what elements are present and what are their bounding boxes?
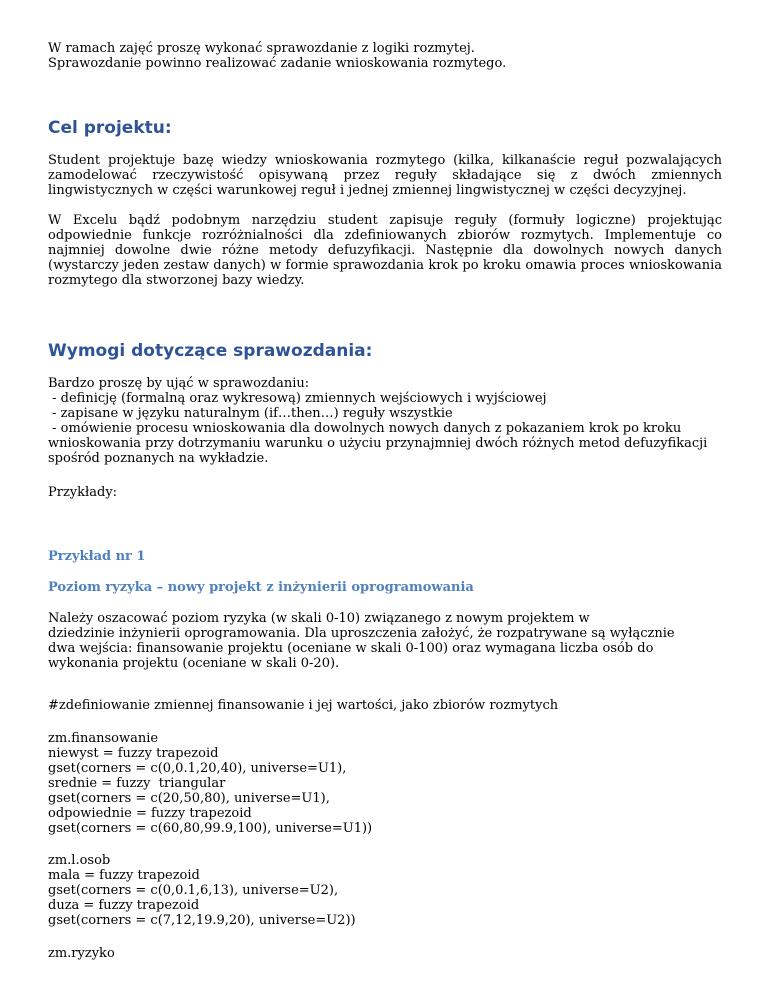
wymogi-line: spośród poznanych na wykładzie. [48, 451, 269, 466]
code-line: gset(corners = c(60,80,99.9,100), universe=U1)) [48, 821, 373, 836]
description-line: dwa wejścia: finansowanie projektu (oceniane w skali 0-100) oraz wymagana liczba osób do [48, 641, 654, 656]
code-comment: #zdefiniowanie zmiennej finansowanie i jej wartości, jako zbiorów rozmytych [48, 698, 559, 713]
code-line: zm.l.osob [48, 853, 111, 868]
heading-wymogi: Wymogi dotyczące sprawozdania: [48, 341, 373, 361]
wymogi-line: - omówienie procesu wnioskowania dla dowolnych nowych danych z pokazaniem krok po kroku [48, 421, 682, 436]
code-line: gset(corners = c(7,12,19.9,20), universe=U2)) [48, 913, 356, 928]
code-line: niewyst = fuzzy trapezoid [48, 746, 219, 761]
intro-line: W ramach zajęć proszę wykonać sprawozdanie z logiki rozmytej. [48, 41, 475, 56]
intro-line: Sprawozdanie powinno realizować zadanie wnioskowania rozmytego. [48, 56, 507, 71]
cel-paragraph-1: Student projektuje bazę wiedzy wnioskowania rozmytego (kilka, kilkanaście reguł pozwalających zamodelować rzeczywistość opisywaną przez reguły składające się z dwóch zmiennych lingwistycznych w części warunkowej reguł i jednej zmiennej lingwistycznej w części decyzyjnej. [48, 153, 722, 198]
description-line: Należy oszacować poziom ryzyka (w skali 0-10) związanego z nowym projektem w [48, 611, 590, 626]
code-line: odpowiednie = fuzzy trapezoid [48, 806, 252, 821]
code-finansowanie [48, 731, 722, 836]
wymogi-line: - definicję (formalną oraz wykresową) zmiennych wejściowych i wyjściowej [48, 391, 547, 406]
code-line: gset(corners = c(0,0.1,6,13), universe=U2), [48, 883, 339, 898]
code-line: gset(corners = c(0,0.1,20,40), universe=U1), [48, 761, 347, 776]
przyklad-description [48, 611, 722, 671]
heading-przyklad-1: Przykład nr 1 [48, 549, 146, 564]
code-line: mala = fuzzy trapezoid [48, 868, 200, 883]
code-line: zm.finansowanie [48, 731, 159, 746]
cel-paragraph-2: W Excelu bądź podobnym narzędziu student zapisuje reguły (formuły logiczne) projektując odpowiednie funkcje rozróżnialności dla zdefiniowanych zbiorów rozmytych. Implementuje co najmniej dowolne dwie różne metody defuzyfikacji. Następnie dla dowolnych nowych danych (wystarczy jeden zestaw danych) w formie sprawozdania krok po kroku omawia proces wnioskowania rozmytego dla stworzonej bazy wiedzy. [48, 213, 722, 288]
wymogi-line: wnioskowania przy dotrzymaniu warunku o użyciu przynajmniej dwóch różnych metod defuzyfikacji [48, 436, 708, 451]
subheading-poziom-ryzyka: Poziom ryzyka – nowy projekt z inżynierii oprogramowania [48, 580, 474, 595]
code-line: gset(corners = c(20,50,80), universe=U1), [48, 791, 330, 806]
description-line: dziedzinie inżynierii oprogramowania. Dla uproszczenia założyć, że rozpatrywane są wyłącznie [48, 626, 675, 641]
wymogi-list [48, 376, 722, 466]
code-line: srednie = fuzzy triangular [48, 776, 226, 791]
heading-cel-projektu: Cel projektu: [48, 118, 172, 138]
wymogi-line: - zapisane w języku naturalnym (if…then…) reguły wszystkie [48, 406, 453, 421]
code-ryzyko: zm.ryzyko [48, 946, 115, 961]
code-line: duza = fuzzy trapezoid [48, 898, 200, 913]
intro-paragraph [48, 41, 722, 71]
code-liczba-osob [48, 853, 722, 928]
description-line: wykonania projektu (oceniane w skali 0-20). [48, 656, 340, 671]
examples-label: Przykłady: [48, 485, 118, 500]
wymogi-line: Bardzo proszę by ująć w sprawozdaniu: [48, 376, 310, 391]
